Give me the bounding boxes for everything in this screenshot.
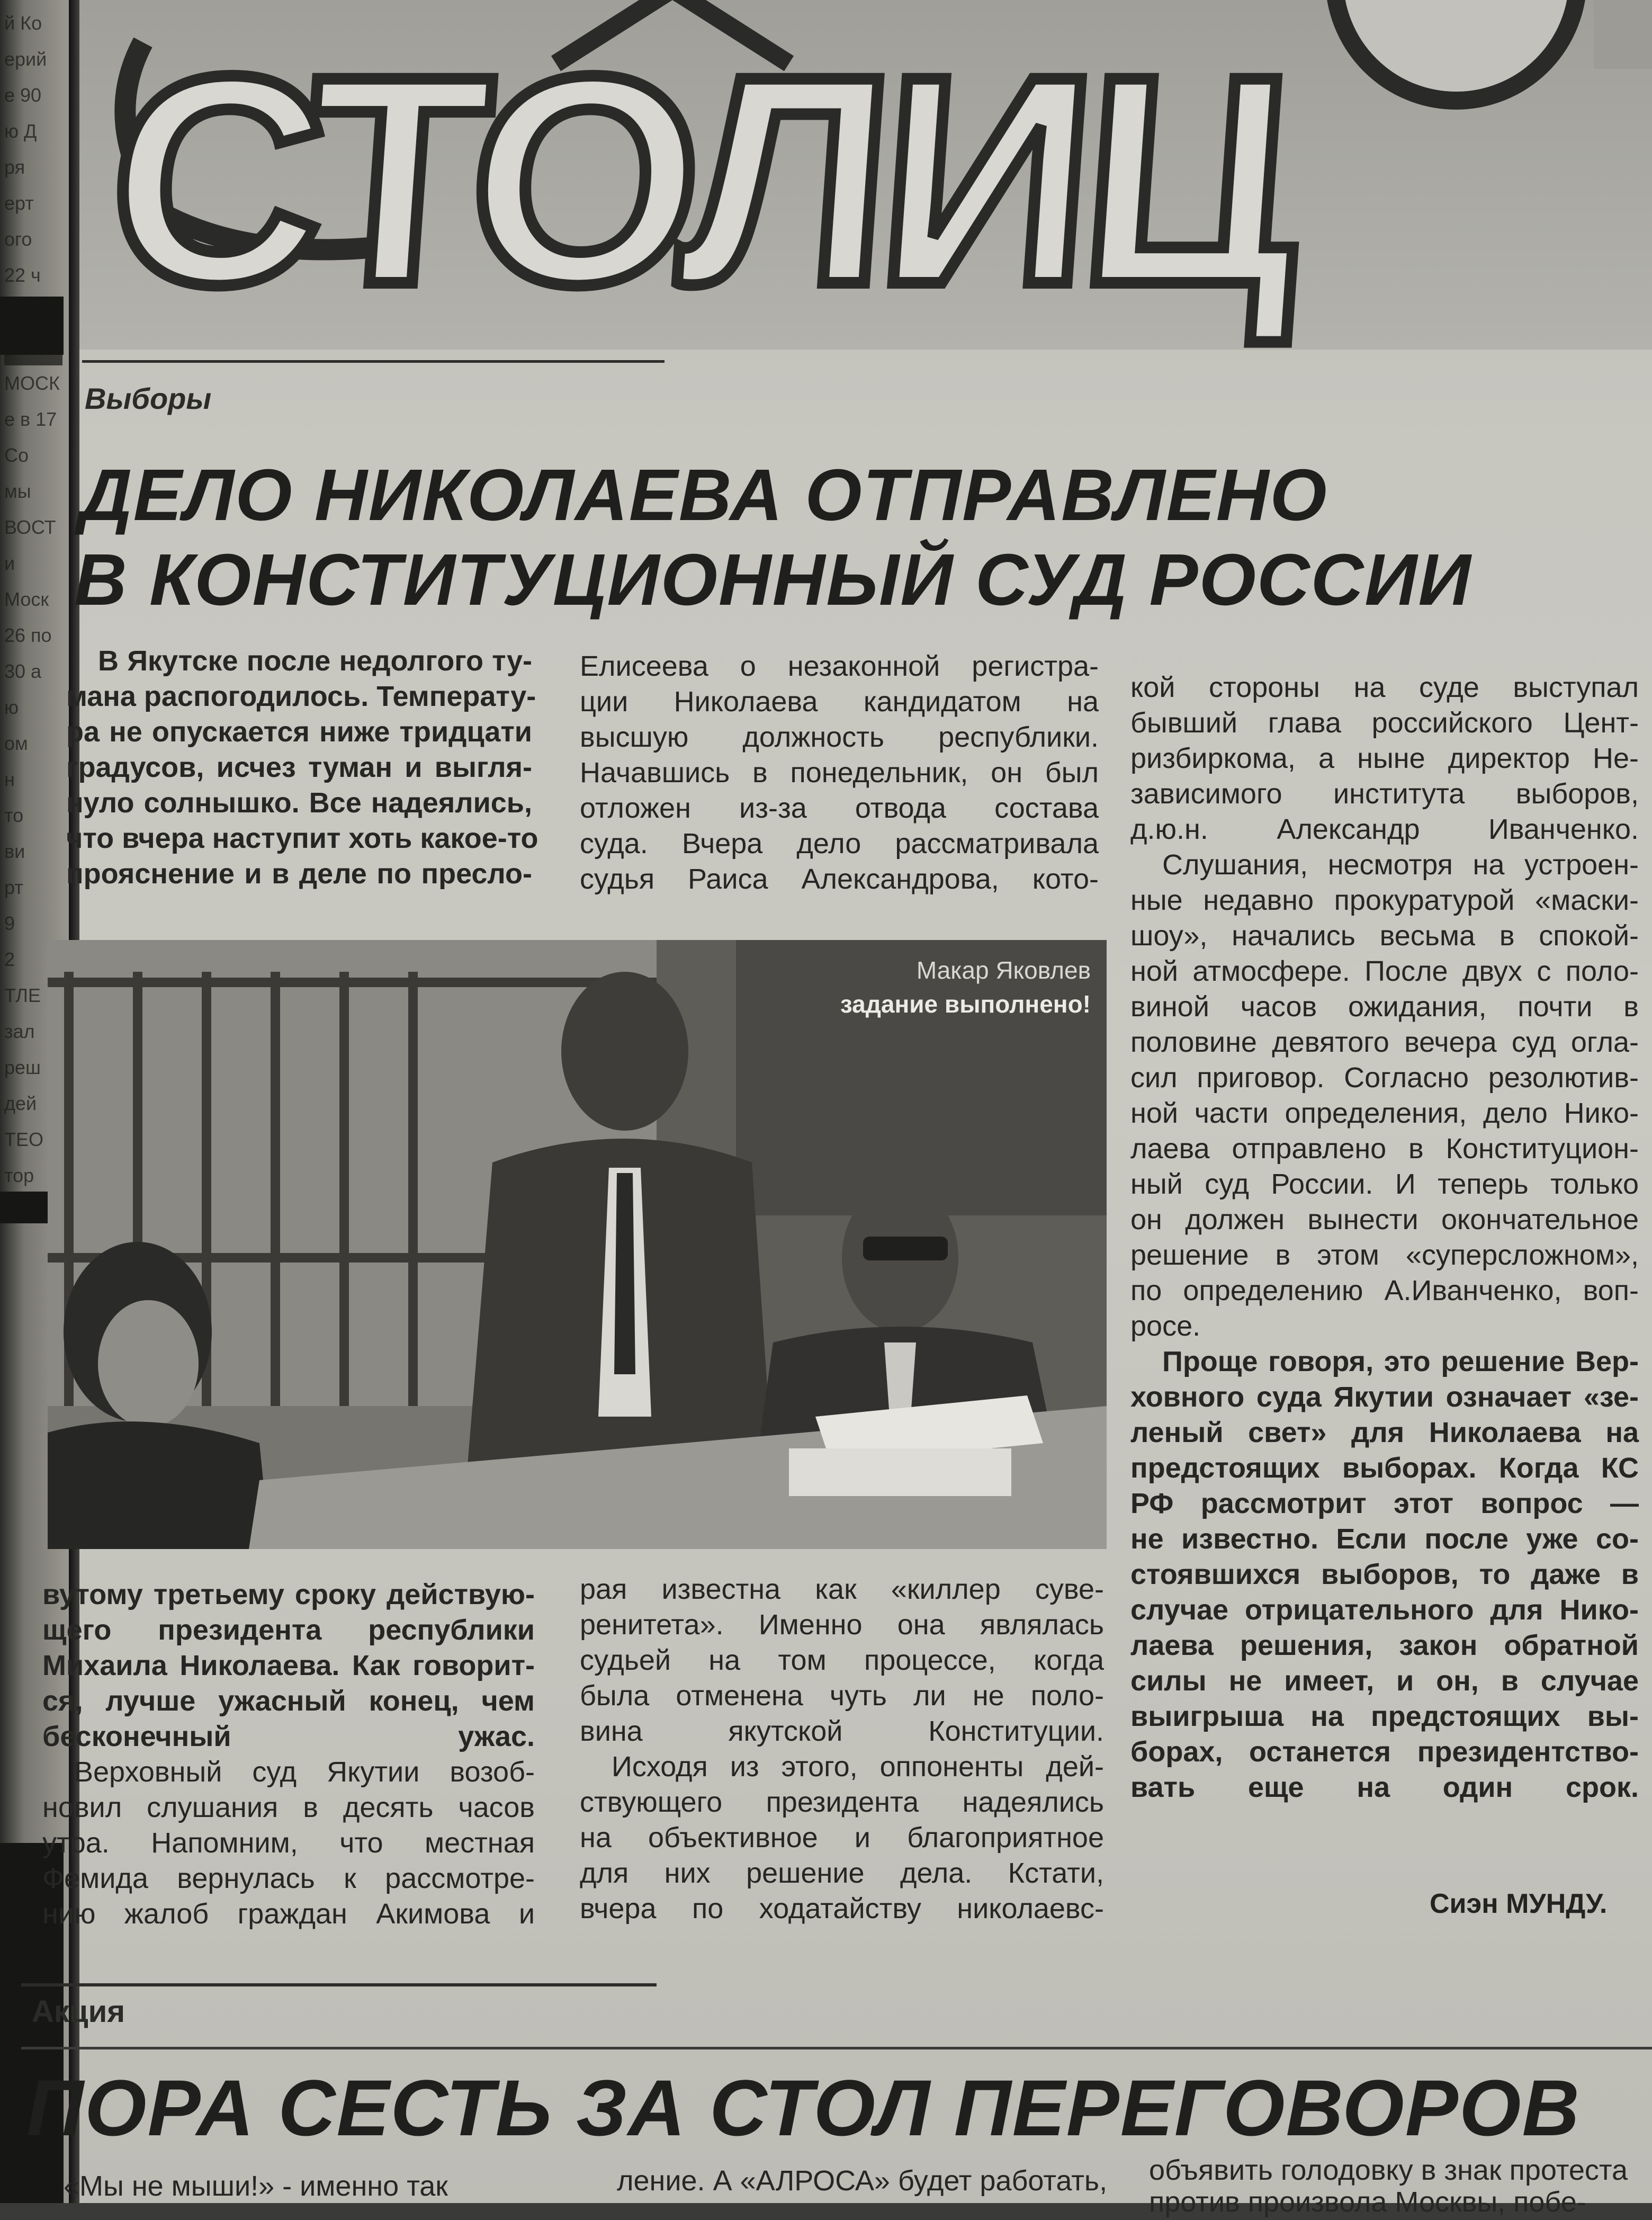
text-line: Начавшись в понедельник, он был [580,757,1099,789]
adjacent-page-text: е 90 [4,84,42,106]
text-line: вать еще на один срок. [1130,1771,1639,1803]
article2-headline: ПОРА СЕСТЬ ЗА СТОЛ ПЕРЕГОВОРОВ [26,2063,1581,2152]
adjacent-page-text: 9 [4,912,15,934]
text-line: виной часов ожидания, почти в [1130,991,1639,1023]
adjacent-page-text: МОСК [4,372,60,394]
masthead [79,0,1652,350]
text-line: нию жалоб граждан Акимова и [42,1898,535,1930]
text-line: лаева решения, закон обратной [1130,1630,1639,1661]
adjacent-page-text: 22 ч [4,264,41,286]
court-photo [48,940,1107,1549]
photo-caption-text: задание выполнено! [840,990,1091,1018]
rubric-action: Акция [32,1994,125,2029]
text-line: ся, лучше ужасный конец, чем [42,1685,535,1717]
text-line: Фемида вернулась к рассмотре- [42,1863,535,1894]
adjacent-page-text: дей [4,1093,37,1114]
adjacent-page-text: е в 17 [4,408,57,430]
text-line: В Якутске после недолгого ту- [98,645,532,677]
court-photo-image [48,940,1107,1549]
text-line: Елисеева о незаконной регистра- [580,650,1099,682]
rubric-elections: Выборы [85,382,212,415]
adjacent-page-text: реш [4,1057,41,1078]
article2-column-2: ление. А «АЛРОСА» будет работать, [617,2165,1108,2197]
article-headline-line2: В КОНСТИТУЦИОННЫЙ СУД РОССИИ [74,539,1472,621]
adjacent-page-text: 26 по [4,624,52,646]
text-line: силы не имеет, и он, в случае [1130,1665,1639,1697]
text-line: утра. Напомним, что местная [42,1827,535,1859]
text-line: росе. [1130,1310,1201,1342]
text-line: щего президента республики [42,1614,535,1646]
text-line: что вчера наступит хоть какое-то [66,822,538,854]
text-line: суда. Вчера дело рассматривала [580,828,1099,860]
text-line: стоявшихся выборов, то даже в [1130,1559,1639,1590]
adjacent-page-text: ТЕО [4,1129,44,1150]
adjacent-page-text: ерий [4,48,47,70]
text-line: на объективное и благоприятное [580,1822,1104,1854]
article-column-3 [1130,670,1639,1805]
text-line: шоу», начались весьма в спокой- [1130,920,1639,952]
text-line: ции Николаева кандидатом на [580,686,1099,718]
article2-column-1: «Мы не мыши!» - именно так [64,2170,448,2202]
photo-caption [778,953,1091,1021]
text-line: рая известна как «киллер суве- [580,1573,1104,1605]
adjacent-page-text: й Ко [4,12,42,34]
text-line: ной атмосфере. После двух с поло- [1130,955,1639,987]
adjacent-page-text: Моск [4,588,49,610]
text-line: ренитета». Именно она являлась [580,1609,1104,1641]
adjacent-page-text: зал [4,1021,35,1042]
text-line: вутому третьему сроку действую- [42,1579,535,1610]
adjacent-page-text: тор [4,1165,34,1186]
article-column-1-bottom [42,1577,535,1932]
text-line: ный суд России. И теперь только [1130,1168,1639,1200]
headline-rule [21,2047,1652,2049]
adjacent-page-text: ю [4,696,19,718]
adjacent-page-text: рт [4,876,23,898]
text-line: мана распогодилось. Температу- [66,681,536,712]
text-line: ховного суда Якутии означает «зе- [1130,1381,1639,1413]
article2-column-3: объявить голодовку в знак протеста [1149,2154,1628,2186]
photo-credit: Макар Яковлев [916,956,1091,984]
adjacent-page-text: ом [4,732,28,754]
adjacent-page-text: ря [4,156,25,178]
text-line: выигрыша на предстоящих вы- [1130,1700,1639,1732]
text-line: градусов, исчез туман и выгля- [66,751,532,783]
article2-column-3-line2: против произвола Москвы, побе- [1149,2186,1586,2218]
adjacent-page-text: ерт [4,192,34,214]
text-line: прояснение и в деле по пресло- [66,858,532,890]
article-column-2-bottom [580,1572,1104,1927]
text-line: не известно. Если после уже со- [1130,1523,1639,1555]
adjacent-page-text: мы [4,480,31,502]
text-line: нуло солнышко. Все надеялись, [66,787,532,819]
text-line: вчера по ходатайству николаевс- [580,1893,1104,1924]
text-line: случае отрицательного для Нико- [1130,1594,1639,1626]
adjacent-page-text: и [4,552,15,574]
text-line: леный свет» для Николаева на [1130,1417,1639,1448]
text-line: судьей на том процессе, когда [580,1644,1104,1676]
masthead-logo: СТОЛИЦ [100,14,1301,346]
text-line: ра не опускается ниже тридцати [66,716,532,748]
text-line: он должен вынести окончательное [1130,1204,1639,1236]
adjacent-page-text: ю Д [4,120,37,142]
adjacent-page-text: то [4,804,24,826]
text-line: по определению А.Иванченко, воп- [1130,1275,1639,1306]
text-line: новил слушания в десять часов [42,1792,535,1823]
text-line: половине девятого вечера суд огла- [1130,1026,1639,1058]
text-line: Михаила Николаева. Как говорит- [42,1650,535,1681]
text-line: судья Раиса Александрова, кото- [580,863,1099,895]
text-line: сил приговор. Согласно резолютив- [1130,1062,1639,1094]
adjacent-page-text: ВОСТ [4,516,56,538]
text-line: зависимого института выборов, [1130,778,1639,810]
text-line: ствующего президента надеялись [580,1786,1104,1818]
adjacent-page-text: ви [4,840,25,862]
adjacent-page-bar [0,297,64,355]
text-line: РФ рассмотрит этот вопрос — [1130,1488,1639,1519]
adjacent-page-text: ТЛЕ [4,984,41,1006]
adjacent-page-text: н [4,768,15,790]
text-line: ной части определения, дело Нико- [1130,1097,1639,1129]
text-line: борах, останется президентство- [1130,1736,1639,1768]
text-line: высшую должность республики. [580,721,1099,753]
article-headline-line1: ДЕЛО НИКОЛАЕВА ОТПРАВЛЕНО [79,454,1328,536]
text-line: вина якутской Конституции. [580,1715,1104,1747]
article-column-2-top [580,649,1099,897]
text-line: отложен из-за отвода состава [580,792,1099,824]
text-line: для них решение дела. Кстати, [580,1857,1104,1889]
text-line: ные недавно прокуратурой «маски- [1130,884,1639,916]
text-line: бывший глава российского Цент- [1130,707,1639,739]
text-line: Слушания, несмотря на устроен- [1162,849,1639,881]
text-line: лаева отправлено в Конституцион- [1130,1133,1639,1165]
text-line: бесконечный ужас. [42,1721,535,1752]
text-line: Верховный суд Якутии возоб- [74,1756,535,1788]
text-line: ризбиркома, а ныне директор Не- [1130,742,1639,774]
text-line: кой стороны на суде выступал [1130,672,1639,703]
text-line: предстоящих выборах. Когда КС [1130,1452,1639,1484]
text-line: была отменена чуть ли не поло- [580,1680,1104,1712]
adjacent-page-text: 30 а [4,660,42,682]
rubric-rule-2 [21,1983,657,1986]
adjacent-page-text: ого [4,228,32,250]
text-line: Проще говоря, это решение Вер- [1162,1346,1639,1377]
text-line: д.ю.н. Александр Иванченко. [1130,813,1639,845]
adjacent-page-text: Со [4,444,29,466]
article-column-1-top [66,643,538,892]
rubric-rule [82,360,665,363]
text-line: решение в этом «суперсложном», [1130,1239,1639,1271]
article-signature: Сиэн МУНДУ. [1430,1888,1608,1919]
text-line: Исходя из этого, оппоненты дей- [612,1751,1104,1783]
adjacent-page-text: 2 [4,948,15,970]
